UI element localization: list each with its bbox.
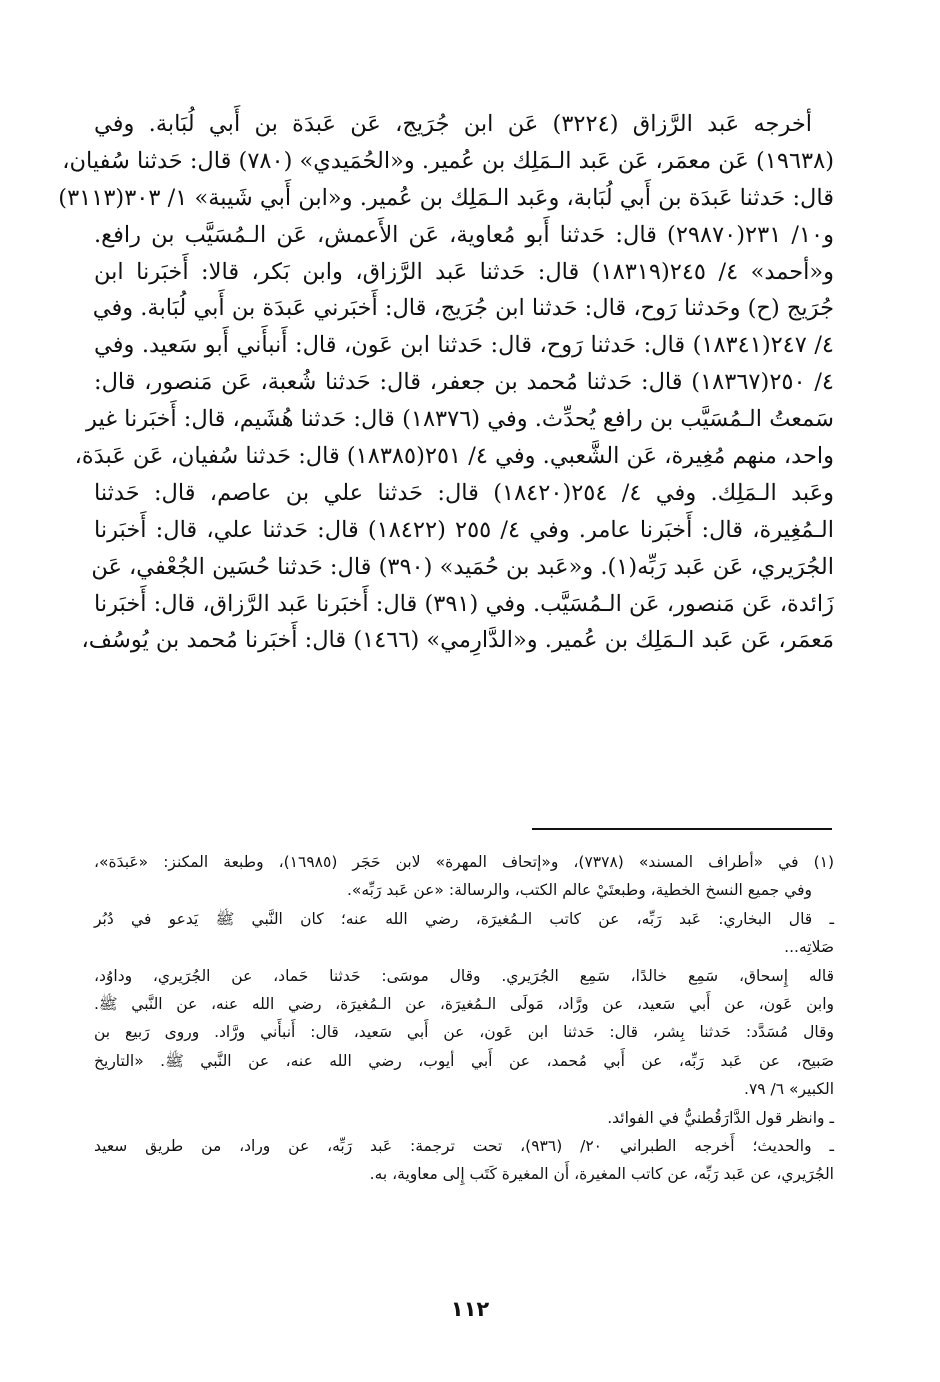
footnote-line: وقال مُسَدَّد: حَدثنا بِشر، قال: حَدثنا ابن عَون، عن أَبي سَعيد، قال: أَنبأَني ورَّاد. وروى رَبيع بن [94,1023,834,1042]
footnote-line: صَبيح، عن عَبد رَبِّه، عن أَبي مُحمد، عن أَبي أيوب، رضي الله عنه، عن النَّبي ﷺ. «التاريخ [94,1051,834,1070]
footnote-line: ـ والحديث؛ أَخرجه الطبراني ٢٠/ (٩٣٦)، تحت ترجمة: عَبد رَبِّه، عن وراد، من طريق سعيد [94,1136,834,1155]
footnote-line: وابن عَون، عن أَبي سَعيد، عن ورَّاد، مَولَى الـمُغيرَة، عن الـمُغيرَة، رضي الله عنه، عن النَّبي ﷺ. [94,994,834,1013]
main-text-line: سَمعتُ الـمُسَيَّب بن رافع يُحدِّث. وفي (١٨٣٧٦) قال: حَدثنا هُشَيم، قال: أَخبَرنا غير [86,406,834,433]
main-text-line: مَعمَر، عَن عَبد الـمَلِك بن عُمير. و«الدَّارِمي» (١٤٦٦) قال: أَخبَرنا مُحمد بن يُوسُف، [81,627,834,654]
footnote-line: قاله إِسحاق، سَمِع خالدًا، سَمِع الجُرَيري. وقال موسَى: حَدثنا حَماد، عن الجُرَيري، وداوُد، [94,966,834,985]
footnotes-section [94,848,834,1189]
main-text-line: أخرجه عَبد الرَّزاق (٣٢٢٤) عَن ابن جُرَيج، عَن عَبدَة بن أَبي لُبَابة. وفي [94,111,813,137]
footnote-separator [532,828,832,830]
main-text-line: جُرَيج (ح) وحَدثنا رَوح، قال: حَدثنا ابن جُرَيج، قال: أَخبَرني عَبدَة بن أَبي لُبَابة. وفي [92,295,834,322]
main-text-line: و«أحمد» ٤/ ٢٤٥(١٨٣١٩) قال: حَدثنا عَبد الرَّزاق، وابن بَكر، قالا: أَخبَرنا ابن [94,258,834,285]
main-text-line: و١٠/ ٢٣١(٢٩٨٧٠) قال: حَدثنا أَبو مُعاوية، عَن الأَعمش، عَن الـمُسَيَّب بن رافع. [94,221,835,248]
main-text-line: واحد، منهم مُغِيرة، عَن الشَّعبي. وفي ٤/ ٢٥١(١٨٣٨٥) قال: حَدثنا سُفيان، عَن عَبدَة، [74,443,834,470]
footnote-line: وفي جميع النسخ الخطية، وطبعتَيْ عالم الكتب، والرسالة: «عن عَبد رَبِّه». [346,881,812,900]
main-text-line: (١٩٦٣٨) عَن معمَر، عَن عَبد الـمَلِك بن عُمير. و«الحُمَيدي» (٧٨٠) قال: حَدثنا سُفيان، [62,147,834,174]
main-text-line: الـمُغِيرة، قال: أَخبَرنا عامر. وفي ٤/ ٢٥٥ (١٨٤٢٢) قال: حَدثنا علي، قال: أَخبَرنا [94,516,835,543]
main-text-body [58,106,835,659]
footnote-line: (١) في «أطراف المسند» (٧٣٧٨)، و«إتحاف المهرة» لابن حَجَر (١٦٩٨٥)، وطبعة المكنز: «عَبدَة»، [94,853,835,871]
footnote-line: ـ وانظر قول الدَّارَقُطنيُّ في الفوائد. [607,1108,834,1127]
main-text-line: ٤/ ٢٤٧(١٨٣٤١) قال: حَدثنا رَوح، قال: حَدثنا ابن عَون، قال: أَنبأَني أَبو سَعيد. وفي [94,332,834,359]
main-text-line: الجُرَيري، عَن عَبد رَبِّه(١). و«عَبد بن حُمَيد» (٣٩٠) قال: حَدثنا حُسَين الجُعْفي، عَن [91,553,834,580]
main-text-line: قال: حَدثنا عَبدَة بن أَبي لُبَابة، وعَبد الـمَلِك بن عُمير. و«ابن أَبي شَيبة» ١/ ٣٠٣(٣١١٣) [58,184,834,211]
main-text-line: ٤/ ٢٥٠(١٨٣٦٧) قال: حَدثنا مُحمد بن جعفر، قال: حَدثنا شُعبة، عَن مَنصور، قال: [94,369,835,396]
footnote-line: الجُرَيري، عن عَبد رَبِّه، عن كاتب المغيرة، أَن المغيرة كَتَب إِلى معاوية، به. [369,1165,834,1184]
main-text-line: زَائدة، عَن مَنصور، عَن الـمُسَيَّب. وفي (٣٩١) قال: أَخبَرنا عَبد الرَّزاق، قال: أَخبَرنا [94,590,834,617]
main-text-line: وعَبد الـمَلِك. وفي ٤/ ٢٥٤(١٨٤٢٠) قال: حَدثنا علي بن عاصم، قال: حَدثنا [94,479,834,506]
footnote-line: صَلاتِه... [784,938,834,957]
footnote-line: الكبير» ٦/ ٧٩. [744,1080,834,1099]
footnote-line: ـ قال البخاري: عَبد رَبِّه، عن كاتب الـمُغيرَة، رضي الله عنه؛ كان النَّبي ﷺ يَدعو في دُبُر [94,909,834,928]
page-number: ١١٢ [450,1297,490,1321]
